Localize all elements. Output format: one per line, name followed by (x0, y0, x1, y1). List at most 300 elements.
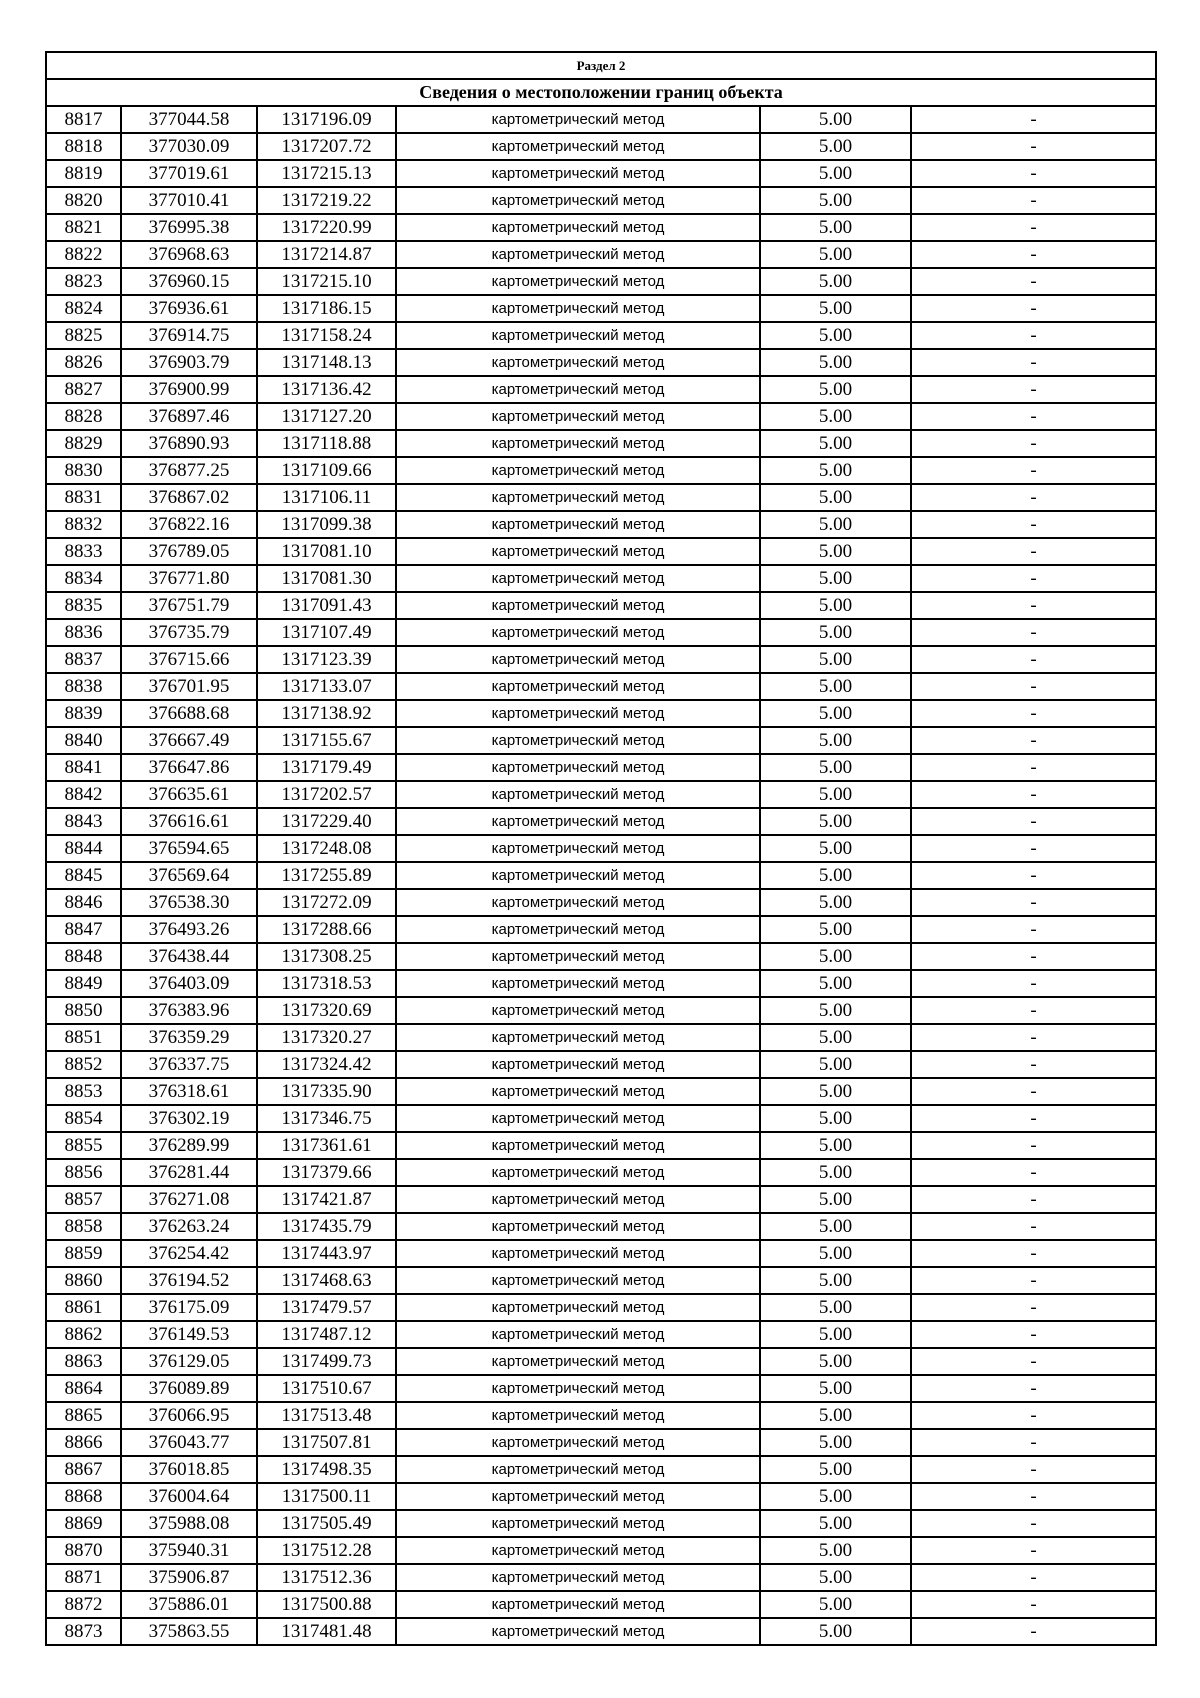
point-number-cell: 8873 (46, 1618, 121, 1645)
accuracy-cell: 5.00 (760, 430, 911, 457)
point-number-cell: 8843 (46, 808, 121, 835)
description-cell: - (911, 646, 1156, 673)
accuracy-cell: 5.00 (760, 592, 911, 619)
point-number-cell: 8828 (46, 403, 121, 430)
table-row (46, 322, 1156, 349)
y-coordinate-cell: 1317320.27 (257, 1024, 396, 1051)
x-coordinate-cell: 376789.05 (121, 538, 257, 565)
description-cell: - (911, 538, 1156, 565)
point-number-cell: 8832 (46, 511, 121, 538)
point-number-cell: 8865 (46, 1402, 121, 1429)
x-coordinate-cell: 376900.99 (121, 376, 257, 403)
accuracy-cell: 5.00 (760, 511, 911, 538)
x-coordinate-cell: 377010.41 (121, 187, 257, 214)
x-coordinate-cell: 376337.75 (121, 1051, 257, 1078)
x-coordinate-cell: 376735.79 (121, 619, 257, 646)
point-number-cell: 8857 (46, 1186, 121, 1213)
y-coordinate-cell: 1317500.88 (257, 1591, 396, 1618)
method-cell: картометрический метод (396, 673, 760, 700)
method-cell: картометрический метод (396, 376, 760, 403)
method-cell: картометрический метод (396, 133, 760, 160)
point-number-cell: 8858 (46, 1213, 121, 1240)
point-number-cell: 8848 (46, 943, 121, 970)
y-coordinate-cell: 1317361.61 (257, 1132, 396, 1159)
point-number-cell: 8850 (46, 997, 121, 1024)
table-row (46, 1132, 1156, 1159)
section-header-row (46, 52, 1156, 79)
description-cell: - (911, 781, 1156, 808)
x-coordinate-cell: 376271.08 (121, 1186, 257, 1213)
table-row (46, 376, 1156, 403)
x-coordinate-cell: 376822.16 (121, 511, 257, 538)
accuracy-cell: 5.00 (760, 862, 911, 889)
method-cell: картометрический метод (396, 1429, 760, 1456)
description-cell: - (911, 1132, 1156, 1159)
method-cell: картометрический метод (396, 862, 760, 889)
table-row (46, 727, 1156, 754)
x-coordinate-cell: 376936.61 (121, 295, 257, 322)
y-coordinate-cell: 1317214.87 (257, 241, 396, 268)
table-row (46, 835, 1156, 862)
point-number-cell: 8817 (46, 106, 121, 133)
y-coordinate-cell: 1317255.89 (257, 862, 396, 889)
accuracy-cell: 5.00 (760, 106, 911, 133)
method-cell: картометрический метод (396, 997, 760, 1024)
x-coordinate-cell: 375906.87 (121, 1564, 257, 1591)
accuracy-cell: 5.00 (760, 1078, 911, 1105)
method-cell: картометрический метод (396, 1267, 760, 1294)
description-cell: - (911, 1024, 1156, 1051)
table-row (46, 1267, 1156, 1294)
point-number-cell: 8820 (46, 187, 121, 214)
method-cell: картометрический метод (396, 808, 760, 835)
x-coordinate-cell: 376302.19 (121, 1105, 257, 1132)
y-coordinate-cell: 1317155.67 (257, 727, 396, 754)
y-coordinate-cell: 1317507.81 (257, 1429, 396, 1456)
x-coordinate-cell: 376318.61 (121, 1078, 257, 1105)
accuracy-cell: 5.00 (760, 565, 911, 592)
table-row (46, 1024, 1156, 1051)
accuracy-cell: 5.00 (760, 970, 911, 997)
accuracy-cell: 5.00 (760, 997, 911, 1024)
point-number-cell: 8839 (46, 700, 121, 727)
point-number-cell: 8870 (46, 1537, 121, 1564)
x-coordinate-cell: 376004.64 (121, 1483, 257, 1510)
y-coordinate-cell: 1317272.09 (257, 889, 396, 916)
method-cell: картометрический метод (396, 1321, 760, 1348)
table-row (46, 808, 1156, 835)
accuracy-cell: 5.00 (760, 1213, 911, 1240)
y-coordinate-cell: 1317435.79 (257, 1213, 396, 1240)
point-number-cell: 8833 (46, 538, 121, 565)
x-coordinate-cell: 376438.44 (121, 943, 257, 970)
table-row (46, 1051, 1156, 1078)
y-coordinate-cell: 1317421.87 (257, 1186, 396, 1213)
method-cell: картометрический метод (396, 754, 760, 781)
table-row (46, 943, 1156, 970)
accuracy-cell: 5.00 (760, 727, 911, 754)
table-row (46, 511, 1156, 538)
point-number-cell: 8821 (46, 214, 121, 241)
x-coordinate-cell: 376867.02 (121, 484, 257, 511)
description-cell: - (911, 430, 1156, 457)
table-row (46, 970, 1156, 997)
method-cell: картометрический метод (396, 349, 760, 376)
point-number-cell: 8831 (46, 484, 121, 511)
description-cell: - (911, 295, 1156, 322)
x-coordinate-cell: 376995.38 (121, 214, 257, 241)
point-number-cell: 8860 (46, 1267, 121, 1294)
method-cell: картометрический метод (396, 268, 760, 295)
table-row (46, 1537, 1156, 1564)
table-row (46, 1159, 1156, 1186)
method-cell: картометрический метод (396, 835, 760, 862)
accuracy-cell: 5.00 (760, 1186, 911, 1213)
method-cell: картометрический метод (396, 1537, 760, 1564)
method-cell: картометрический метод (396, 1375, 760, 1402)
y-coordinate-cell: 1317229.40 (257, 808, 396, 835)
point-number-cell: 8842 (46, 781, 121, 808)
x-coordinate-cell: 375886.01 (121, 1591, 257, 1618)
y-coordinate-cell: 1317207.72 (257, 133, 396, 160)
point-number-cell: 8822 (46, 241, 121, 268)
table-row (46, 1483, 1156, 1510)
description-cell: - (911, 1186, 1156, 1213)
x-coordinate-cell: 376281.44 (121, 1159, 257, 1186)
table-row (46, 1402, 1156, 1429)
accuracy-cell: 5.00 (760, 1159, 911, 1186)
table-row (46, 565, 1156, 592)
method-cell: картометрический метод (396, 781, 760, 808)
y-coordinate-cell: 1317109.66 (257, 457, 396, 484)
method-cell: картометрический метод (396, 484, 760, 511)
y-coordinate-cell: 1317148.13 (257, 349, 396, 376)
table-row (46, 1375, 1156, 1402)
x-coordinate-cell: 376359.29 (121, 1024, 257, 1051)
accuracy-cell: 5.00 (760, 1321, 911, 1348)
method-cell: картометрический метод (396, 1294, 760, 1321)
accuracy-cell: 5.00 (760, 835, 911, 862)
description-cell: - (911, 349, 1156, 376)
table-row (46, 484, 1156, 511)
point-number-cell: 8861 (46, 1294, 121, 1321)
description-cell: - (911, 511, 1156, 538)
description-cell: - (911, 970, 1156, 997)
table-row (46, 538, 1156, 565)
description-cell: - (911, 916, 1156, 943)
accuracy-cell: 5.00 (760, 1051, 911, 1078)
method-cell: картометрический метод (396, 457, 760, 484)
description-cell: - (911, 835, 1156, 862)
x-coordinate-cell: 376383.96 (121, 997, 257, 1024)
y-coordinate-cell: 1317123.39 (257, 646, 396, 673)
method-cell: картометрический метод (396, 511, 760, 538)
description-cell: - (911, 673, 1156, 700)
table-row (46, 160, 1156, 187)
point-number-cell: 8830 (46, 457, 121, 484)
x-coordinate-cell: 376569.64 (121, 862, 257, 889)
table-row (46, 916, 1156, 943)
table-row (46, 1456, 1156, 1483)
table-row (46, 430, 1156, 457)
y-coordinate-cell: 1317107.49 (257, 619, 396, 646)
accuracy-cell: 5.00 (760, 1024, 911, 1051)
accuracy-cell: 5.00 (760, 1240, 911, 1267)
x-coordinate-cell: 376667.49 (121, 727, 257, 754)
accuracy-cell: 5.00 (760, 700, 911, 727)
description-cell: - (911, 1078, 1156, 1105)
accuracy-cell: 5.00 (760, 1537, 911, 1564)
y-coordinate-cell: 1317468.63 (257, 1267, 396, 1294)
description-cell: - (911, 1159, 1156, 1186)
x-coordinate-cell: 376594.65 (121, 835, 257, 862)
table-row (46, 403, 1156, 430)
table-row (46, 457, 1156, 484)
x-coordinate-cell: 376263.24 (121, 1213, 257, 1240)
point-number-cell: 8862 (46, 1321, 121, 1348)
y-coordinate-cell: 1317324.42 (257, 1051, 396, 1078)
y-coordinate-cell: 1317510.67 (257, 1375, 396, 1402)
method-cell: картометрический метод (396, 187, 760, 214)
y-coordinate-cell: 1317202.57 (257, 781, 396, 808)
description-cell: - (911, 187, 1156, 214)
accuracy-cell: 5.00 (760, 808, 911, 835)
y-coordinate-cell: 1317081.10 (257, 538, 396, 565)
accuracy-cell: 5.00 (760, 943, 911, 970)
accuracy-cell: 5.00 (760, 538, 911, 565)
point-number-cell: 8849 (46, 970, 121, 997)
description-cell: - (911, 268, 1156, 295)
method-cell: картометрический метод (396, 565, 760, 592)
description-cell: - (911, 1618, 1156, 1645)
point-number-cell: 8825 (46, 322, 121, 349)
description-cell: - (911, 106, 1156, 133)
accuracy-cell: 5.00 (760, 916, 911, 943)
method-cell: картометрический метод (396, 1213, 760, 1240)
point-number-cell: 8836 (46, 619, 121, 646)
section-label: Раздел 2 (46, 52, 1156, 79)
method-cell: картометрический метод (396, 1510, 760, 1537)
point-number-cell: 8826 (46, 349, 121, 376)
table-row (46, 673, 1156, 700)
point-number-cell: 8834 (46, 565, 121, 592)
description-cell: - (911, 592, 1156, 619)
table-row (46, 1321, 1156, 1348)
table-row (46, 187, 1156, 214)
description-cell: - (911, 241, 1156, 268)
method-cell: картометрический метод (396, 727, 760, 754)
y-coordinate-cell: 1317505.49 (257, 1510, 396, 1537)
accuracy-cell: 5.00 (760, 619, 911, 646)
y-coordinate-cell: 1317091.43 (257, 592, 396, 619)
point-number-cell: 8871 (46, 1564, 121, 1591)
x-coordinate-cell: 377030.09 (121, 133, 257, 160)
method-cell: картометрический метод (396, 1159, 760, 1186)
point-number-cell: 8835 (46, 592, 121, 619)
point-number-cell: 8827 (46, 376, 121, 403)
point-number-cell: 8847 (46, 916, 121, 943)
x-coordinate-cell: 376403.09 (121, 970, 257, 997)
method-cell: картометрический метод (396, 970, 760, 997)
y-coordinate-cell: 1317512.28 (257, 1537, 396, 1564)
accuracy-cell: 5.00 (760, 1294, 911, 1321)
y-coordinate-cell: 1317248.08 (257, 835, 396, 862)
description-cell: - (911, 862, 1156, 889)
y-coordinate-cell: 1317138.92 (257, 700, 396, 727)
accuracy-cell: 5.00 (760, 754, 911, 781)
point-number-cell: 8853 (46, 1078, 121, 1105)
y-coordinate-cell: 1317179.49 (257, 754, 396, 781)
table-row (46, 1240, 1156, 1267)
point-number-cell: 8829 (46, 430, 121, 457)
point-number-cell: 8866 (46, 1429, 121, 1456)
accuracy-cell: 5.00 (760, 1375, 911, 1402)
accuracy-cell: 5.00 (760, 1267, 911, 1294)
description-cell: - (911, 1051, 1156, 1078)
y-coordinate-cell: 1317099.38 (257, 511, 396, 538)
x-coordinate-cell: 376289.99 (121, 1132, 257, 1159)
point-number-cell: 8856 (46, 1159, 121, 1186)
description-cell: - (911, 1483, 1156, 1510)
y-coordinate-cell: 1317443.97 (257, 1240, 396, 1267)
accuracy-cell: 5.00 (760, 241, 911, 268)
y-coordinate-cell: 1317500.11 (257, 1483, 396, 1510)
x-coordinate-cell: 376194.52 (121, 1267, 257, 1294)
description-cell: - (911, 160, 1156, 187)
table-row (46, 781, 1156, 808)
y-coordinate-cell: 1317481.48 (257, 1618, 396, 1645)
x-coordinate-cell: 376616.61 (121, 808, 257, 835)
x-coordinate-cell: 376635.61 (121, 781, 257, 808)
description-cell: - (911, 754, 1156, 781)
description-cell: - (911, 943, 1156, 970)
accuracy-cell: 5.00 (760, 349, 911, 376)
y-coordinate-cell: 1317379.66 (257, 1159, 396, 1186)
method-cell: картометрический метод (396, 430, 760, 457)
description-cell: - (911, 997, 1156, 1024)
point-number-cell: 8819 (46, 160, 121, 187)
x-coordinate-cell: 376897.46 (121, 403, 257, 430)
y-coordinate-cell: 1317106.11 (257, 484, 396, 511)
accuracy-cell: 5.00 (760, 268, 911, 295)
description-cell: - (911, 889, 1156, 916)
point-number-cell: 8823 (46, 268, 121, 295)
x-coordinate-cell: 376688.68 (121, 700, 257, 727)
table-row (46, 619, 1156, 646)
method-cell: картометрический метод (396, 619, 760, 646)
x-coordinate-cell: 376538.30 (121, 889, 257, 916)
table-row (46, 862, 1156, 889)
description-cell: - (911, 322, 1156, 349)
method-cell: картометрический метод (396, 1618, 760, 1645)
x-coordinate-cell: 375863.55 (121, 1618, 257, 1645)
accuracy-cell: 5.00 (760, 457, 911, 484)
y-coordinate-cell: 1317479.57 (257, 1294, 396, 1321)
accuracy-cell: 5.00 (760, 214, 911, 241)
description-cell: - (911, 1240, 1156, 1267)
x-coordinate-cell: 376043.77 (121, 1429, 257, 1456)
description-cell: - (911, 1267, 1156, 1294)
point-number-cell: 8837 (46, 646, 121, 673)
table-row (46, 1078, 1156, 1105)
method-cell: картометрический метод (396, 1132, 760, 1159)
description-cell: - (911, 376, 1156, 403)
table-row (46, 1591, 1156, 1618)
description-cell: - (911, 700, 1156, 727)
y-coordinate-cell: 1317288.66 (257, 916, 396, 943)
method-cell: картометрический метод (396, 1456, 760, 1483)
method-cell: картометрический метод (396, 889, 760, 916)
table-row (46, 1213, 1156, 1240)
y-coordinate-cell: 1317127.20 (257, 403, 396, 430)
point-number-cell: 8852 (46, 1051, 121, 1078)
accuracy-cell: 5.00 (760, 1105, 911, 1132)
table-row (46, 1564, 1156, 1591)
table-row (46, 1186, 1156, 1213)
description-cell: - (911, 619, 1156, 646)
description-cell: - (911, 1213, 1156, 1240)
table-row (46, 1429, 1156, 1456)
point-number-cell: 8854 (46, 1105, 121, 1132)
x-coordinate-cell: 376129.05 (121, 1348, 257, 1375)
y-coordinate-cell: 1317513.48 (257, 1402, 396, 1429)
point-number-cell: 8845 (46, 862, 121, 889)
method-cell: картометрический метод (396, 1483, 760, 1510)
x-coordinate-cell: 375988.08 (121, 1510, 257, 1537)
method-cell: картометрический метод (396, 1078, 760, 1105)
y-coordinate-cell: 1317133.07 (257, 673, 396, 700)
method-cell: картометрический метод (396, 241, 760, 268)
point-number-cell: 8869 (46, 1510, 121, 1537)
table-row (46, 1618, 1156, 1645)
point-number-cell: 8840 (46, 727, 121, 754)
point-number-cell: 8868 (46, 1483, 121, 1510)
method-cell: картометрический метод (396, 1348, 760, 1375)
x-coordinate-cell: 376493.26 (121, 916, 257, 943)
y-coordinate-cell: 1317158.24 (257, 322, 396, 349)
method-cell: картометрический метод (396, 106, 760, 133)
method-cell: картометрический метод (396, 1051, 760, 1078)
description-cell: - (911, 727, 1156, 754)
point-number-cell: 8846 (46, 889, 121, 916)
table-title: Сведения о местоположении границ объекта (46, 79, 1156, 106)
x-coordinate-cell: 376149.53 (121, 1321, 257, 1348)
accuracy-cell: 5.00 (760, 403, 911, 430)
accuracy-cell: 5.00 (760, 1429, 911, 1456)
method-cell: картометрический метод (396, 1240, 760, 1267)
x-coordinate-cell: 376960.15 (121, 268, 257, 295)
x-coordinate-cell: 376089.89 (121, 1375, 257, 1402)
table-row (46, 214, 1156, 241)
description-cell: - (911, 457, 1156, 484)
method-cell: картометрический метод (396, 1024, 760, 1051)
method-cell: картометрический метод (396, 1105, 760, 1132)
y-coordinate-cell: 1317318.53 (257, 970, 396, 997)
description-cell: - (911, 1537, 1156, 1564)
accuracy-cell: 5.00 (760, 781, 911, 808)
x-coordinate-cell: 376701.95 (121, 673, 257, 700)
description-cell: - (911, 1294, 1156, 1321)
table-row (46, 1348, 1156, 1375)
method-cell: картометрический метод (396, 700, 760, 727)
y-coordinate-cell: 1317215.10 (257, 268, 396, 295)
accuracy-cell: 5.00 (760, 1132, 911, 1159)
y-coordinate-cell: 1317498.35 (257, 1456, 396, 1483)
point-number-cell: 8863 (46, 1348, 121, 1375)
table-row (46, 241, 1156, 268)
description-cell: - (911, 1105, 1156, 1132)
method-cell: картометрический метод (396, 322, 760, 349)
